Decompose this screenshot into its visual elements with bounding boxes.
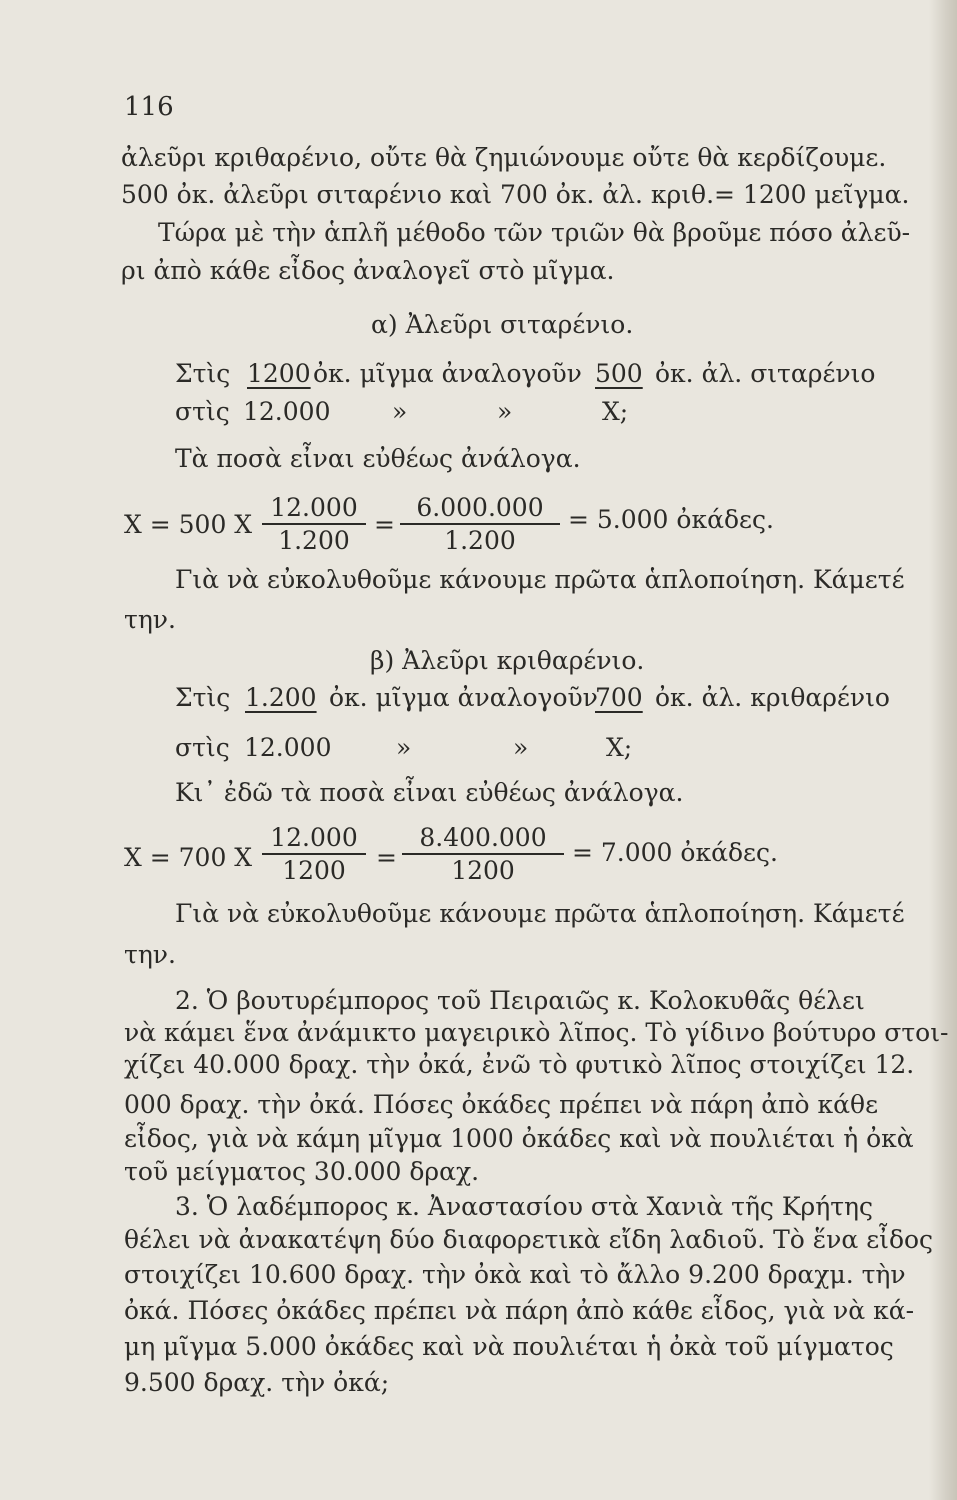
section-b-note-line1: Γιὰ νὰ εὐκολυθοῦμε κάνουμε πρῶτα ἁπλοποίηση. Κάμετέ	[175, 899, 905, 928]
section-b-row1-qty: 1.200	[245, 683, 317, 712]
problem-2-line-2: νὰ κάμει ἕνα ἀνάμικτο μαγειρικὸ λῖπος. Τὸ γίδινο βούτυρο στοι-	[124, 1018, 949, 1047]
section-a-row2-ditto2: »	[497, 397, 513, 426]
section-b-formula-eq: =	[376, 843, 397, 872]
problem-3-line-5: μη μῖγμα 5.000 ὀκάδες καὶ νὰ πουλιέται ἡ ὀκὰ τοῦ μίγματος	[124, 1332, 894, 1361]
section-a-row2-ditto1: »	[392, 397, 408, 426]
section-b-heading: β) Ἀλεῦρι κριθαρένιο.	[370, 646, 645, 675]
section-b-frac2-numerator: 8.400.000	[402, 824, 564, 855]
problem-2-line-6: τοῦ μείγματος 30.000 δραχ.	[124, 1157, 480, 1186]
section-a-row2-qty: 12.000	[243, 397, 331, 426]
text-line-4: ρι ἀπὸ κάθε εἶδος ἀναλογεῖ στὸ μῖγμα.	[121, 256, 615, 285]
problem-2-line-4: 000 δραχ. τὴν ὀκά. Πόσες ὀκάδες πρέπει νὰ πάρη ἀπὸ κάθε	[124, 1090, 879, 1119]
text-line-3: Τώρα μὲ τὴν ἁπλῆ μέθοδο τῶν τριῶν θὰ βροῦμε πόσο ἀλεῦ-	[158, 218, 911, 247]
section-a-row1-value: 500	[595, 359, 643, 388]
section-b-row1-value: 700	[595, 683, 643, 712]
section-a-row1-prefix: Στὶς	[175, 359, 231, 388]
problem-3-line-6: 9.500 δραχ. τὴν ὀκά;	[124, 1368, 390, 1397]
text-line-2: 500 ὀκ. ἀλεῦρι σιταρένιο καὶ 700 ὀκ. ἀλ. κριθ.= 1200 μεῖγμα.	[121, 180, 910, 209]
section-b-row1-rest: ὀκ. ἀλ. κριθαρένιο	[655, 683, 890, 712]
section-b-row2-value: X;	[606, 733, 633, 762]
section-a-frac1-denominator: 1.200	[278, 526, 350, 555]
problem-2-line-5: εἶδος, γιὰ νὰ κάμη μῖγμα 1000 ὀκάδες καὶ νὰ πουλιέται ἡ ὀκὰ	[124, 1124, 914, 1153]
section-b-row2-ditto1: »	[396, 733, 412, 762]
section-b-row1-unit: ὀκ. μῖγμα ἀναλογοῦν	[329, 683, 598, 712]
section-b-frac1-numerator: 12.000	[262, 824, 366, 855]
section-a-frac2-denominator: 1.200	[444, 526, 516, 555]
section-a-row1-rest: ὀκ. ἀλ. σιταρένιο	[655, 359, 876, 388]
section-a-fraction-1	[262, 494, 366, 555]
problem-2-line-1: 2. Ὁ βουτυρέμπορος τοῦ Πειραιῶς κ. Κολοκυθᾶς θέλει	[175, 986, 865, 1015]
section-b-note-line2: την.	[124, 940, 176, 969]
problem-3-line-3: στοιχίζει 10.600 δραχ. τὴν ὀκὰ καὶ τὸ ἄλλο 9.200 δραχμ. τὴν	[124, 1260, 906, 1289]
section-b-row2-ditto2: »	[513, 733, 529, 762]
section-b-formula-lhs: X = 700 X	[124, 843, 253, 872]
section-a-frac1-numerator: 12.000	[262, 494, 366, 525]
section-a-statement: Τὰ ποσὰ εἶναι εὐθέως ἀνάλογα.	[175, 444, 581, 473]
section-b-formula-result: = 7.000 ὀκάδες.	[572, 838, 778, 867]
section-b-statement: Κι᾽ ἐδῶ τὰ ποσὰ εἶναι εὐθέως ἀνάλογα.	[175, 778, 684, 807]
section-a-formula-result: = 5.000 ὀκάδες.	[568, 505, 774, 534]
section-b-frac2-denominator: 1200	[451, 856, 515, 885]
problem-3-line-2: θέλει νὰ ἀνακατέψη δύο διαφορετικὰ εἴδη λαδιοῦ. Τὸ ἕνα εἶδος	[124, 1225, 934, 1254]
section-a-note-line1: Γιὰ νὰ εὐκολυθοῦμε κάνουμε πρῶτα ἁπλοποίηση. Κάμετέ	[175, 565, 905, 594]
section-a-row1-unit: ὀκ. μῖγμα ἀναλογοῦν	[313, 359, 582, 388]
section-b-row2-qty: 12.000	[244, 733, 332, 762]
section-a-frac2-numerator: 6.000.000	[400, 494, 560, 525]
section-a-row2-prefix: στὶς	[175, 397, 230, 426]
section-a-fraction-2	[400, 494, 560, 555]
section-a-formula-lhs: X = 500 X	[124, 510, 253, 539]
section-a-formula-eq: =	[374, 510, 395, 539]
section-b-frac1-denominator: 1200	[282, 856, 346, 885]
section-b-fraction-2	[402, 824, 564, 885]
section-b-row1-prefix: Στὶς	[175, 683, 231, 712]
section-b-row2-prefix: στὶς	[175, 733, 230, 762]
section-b-fraction-1	[262, 824, 366, 885]
section-a-row2-value: X;	[602, 397, 629, 426]
page-number: 116	[124, 92, 174, 122]
section-a-note-line2: την.	[124, 605, 176, 634]
text-line-1: ἀλεῦρι κριθαρένιο, οὔτε θὰ ζημιώνουμε οὔτε θὰ κερδίζουμε.	[121, 143, 887, 172]
section-a-heading: α) Ἀλεῦρι σιταρένιο.	[371, 310, 634, 339]
problem-3-line-4: ὀκά. Πόσες ὀκάδες πρέπει νὰ πάρη ἀπὸ κάθε εἶδος, γιὰ νὰ κά-	[124, 1296, 915, 1325]
problem-3-line-1: 3. Ὁ λαδέμπορος κ. Ἀναστασίου στὰ Χανιὰ τῆς Κρήτης	[175, 1192, 874, 1221]
section-a-row1-qty: 1200	[247, 359, 311, 388]
problem-2-line-3: χίζει 40.000 δραχ. τὴν ὀκά, ἐνῶ τὸ φυτικὸ λῖπος στοιχίζει 12.	[124, 1050, 915, 1079]
